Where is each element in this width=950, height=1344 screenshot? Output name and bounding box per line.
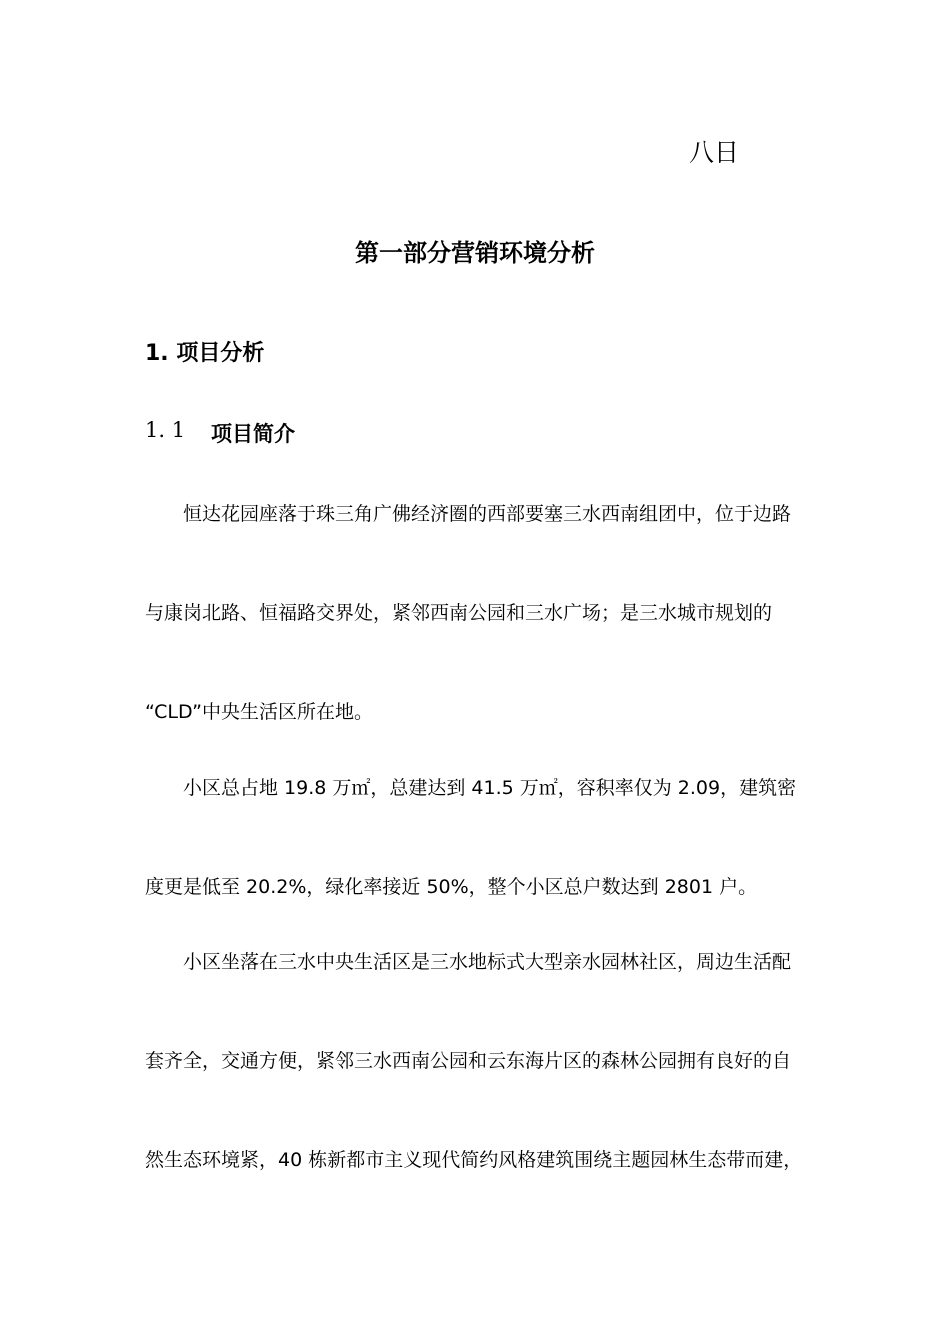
corner-mark: 八日 [689,138,740,167]
paragraph-2-line-2: 度更是低至 20.2%，绿化率接近 50%，整个小区总户数达到 2801 户。 [145,876,758,898]
subsection-number: 1. 1 [145,418,186,442]
section-number: 1. [145,341,169,366]
part-title: 第一部分营销环境分析 [355,239,595,267]
subsection-title: 项目简介 [211,422,295,446]
paragraph-1-line-1: 恒达花园座落于珠三角广佛经济圈的西部要塞三水西南组团中，位于边路 [183,503,792,525]
paragraph-3-line-2: 套齐全，交通方便，紧邻三水西南公园和云东海片区的森林公园拥有良好的自 [145,1050,792,1072]
paragraph-3-line-1: 小区坐落在三水中央生活区是三水地标式大型亲水园林社区，周边生活配 [183,951,792,973]
paragraph-1-line-2: 与康岗北路、恒福路交界处，紧邻西南公园和三水广场；是三水城市规划的 [145,602,773,624]
paragraph-2-line-1: 小区总占地 19.8 万㎡，总建达到 41.5 万㎡，容积率仅为 2.09，建筑密 [183,777,797,799]
section-title: 项目分析 [176,341,265,366]
paragraph-3-line-3: 然生态环境紧，40 栋新都市主义现代简约风格建筑围绕主题园林生态带而建， [145,1149,803,1171]
paragraph-1-line-3: “CLD”中央生活区所在地。 [145,701,373,723]
section-heading [145,336,264,367]
